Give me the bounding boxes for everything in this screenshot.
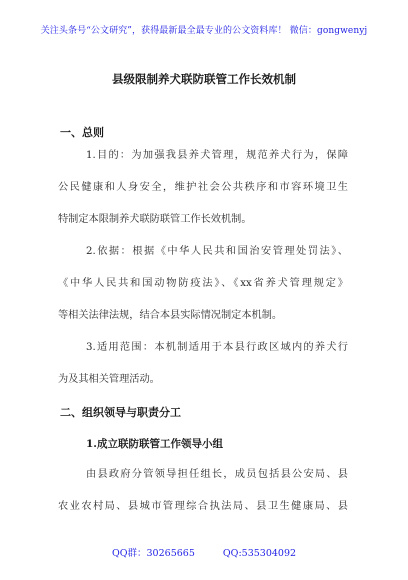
footer-qq: QQ:535304092 <box>222 548 297 559</box>
paragraph-line: 1.目的：为加强我县养犬管理，规范养犬行为，保障 <box>86 150 348 161</box>
footer-qq-group: QQ群：30265665 <box>111 548 195 559</box>
section-heading-organization: 二、组织领导与职责分工 <box>60 406 181 419</box>
paragraph-line: 为及其相关管理活动。 <box>58 374 160 385</box>
paragraph-line: 2.依据：根据《中华人民共和国治安管理处罚法》、 <box>86 246 348 257</box>
paragraph-line: 《中华人民共和国动物防疫法》、《xx省养犬管理规定》 <box>58 278 348 289</box>
paragraph-line: 3.适用范围：本机制适用于本县行政区域内的养犬行 <box>86 342 348 353</box>
section-heading-general: 一、总则 <box>60 126 104 139</box>
header-promo-note: 关注头条号“公文研究”，获得最新最全最专业的公文资料库！ 微信：gongwenyj <box>40 26 368 36</box>
footer-contact <box>0 545 408 559</box>
paragraph-line: 特制定本限制养犬联防联管工作长效机制。 <box>58 214 252 225</box>
paragraph-line: 由县政府分管领导担任组长，成员包括县公安局、县 <box>86 469 348 480</box>
subsection-heading: 1.成立联防联管工作领导小组 <box>86 438 223 450</box>
paragraph-line: 公民健康和人身安全，维护社会公共秩序和市容环境卫生 <box>58 182 348 193</box>
paragraph-line: 等相关法律法规，结合本县实际情况制定本机制。 <box>58 310 283 321</box>
paragraph-line: 农业农村局、县城市管理综合执法局、县卫生健康局、县 <box>58 501 348 512</box>
document-title: 县级限制养犬联防联管工作长效机制 <box>112 72 296 86</box>
